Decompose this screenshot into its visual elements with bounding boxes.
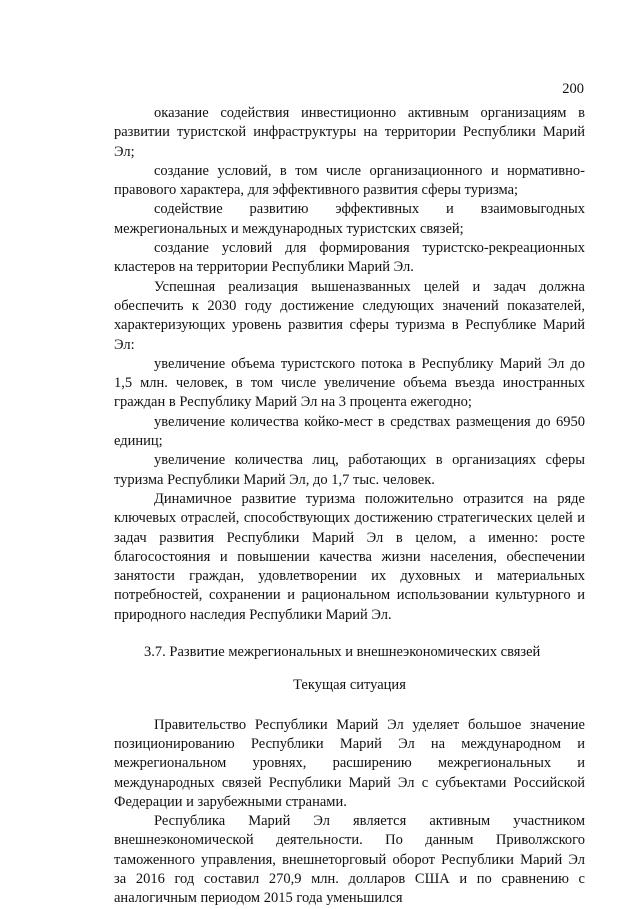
paragraph: Динамичное развитие туризма положительно отразится на ряде ключевых отраслей, способствующих достижению стратегических целей и задач развития Республики Марий Эл в целом, а именно: росте благосостояния и повышении качества жизни населения, обеспечении занятости граждан, удовлетворении их духовных и материальных потребностей, сохранении и рациональном использовании культурного и природного наследия Республики Марий Эл. <box>114 490 585 623</box>
paragraph: увеличение количества койко-мест в средствах размещения до 6950 единиц; <box>114 413 585 450</box>
paragraph: Республика Марий Эл является активным участником внешнеэкономической деятельности. По данным Приволжского таможенного управления, внешнеторговый оборот Республики Марий Эл за 2016 год составил 270,9 млн. долларов США и по сравнению с аналогичным периодом 2015 года уменьшился <box>114 813 585 907</box>
paragraph: создание условий для формирования туристско-рекреационных кластеров на территории Республики Марий Эл. <box>114 240 585 276</box>
paragraph: оказание содействия инвестиционно активным организациям в развитии туристской инфраструктуры на территории Республики Марий Эл; <box>114 105 585 160</box>
paragraph: создание условий, в том числе организационного и нормативно-правового характера, для эффективного развития сферы туризма; <box>114 162 585 199</box>
paragraph: увеличение количества лиц, работающих в организациях сферы туризма Республики Марий Эл, до 1,7 тыс. человек. <box>114 452 585 488</box>
paragraph: Успешная реализация вышеназванных целей и задач должна обеспечить к 2030 году достижение следующих значений показателей, характеризующих уровень развития сферы туризма в Республике Марий Эл: <box>114 278 585 353</box>
paragraph: увеличение объема туристского потока в Республику Марий Эл до 1,5 млн. человек, в том числе увеличение объема въезда иностранных граждан в Республику Марий Эл на 3 процента ежегодно; <box>114 355 585 411</box>
page-number: 200 <box>562 81 584 97</box>
paragraph: содействие развитию эффективных и взаимовыгодных межрегиональных и международных туристских связей; <box>114 201 585 237</box>
subsection-heading: Текущая ситуация <box>293 677 406 694</box>
page-body <box>114 104 585 909</box>
paragraph: Правительство Республики Марий Эл уделяет большое значение позиционированию Республики Марий Эл на международном и межрегиональном уровнях, расширению межрегиональных и международных связей Республики Марий Эл с субъектами Российской Федерации и зарубежными странами. <box>114 716 585 810</box>
section-heading: 3.7. Развитие межрегиональных и внешнеэкономических связей <box>144 644 541 661</box>
